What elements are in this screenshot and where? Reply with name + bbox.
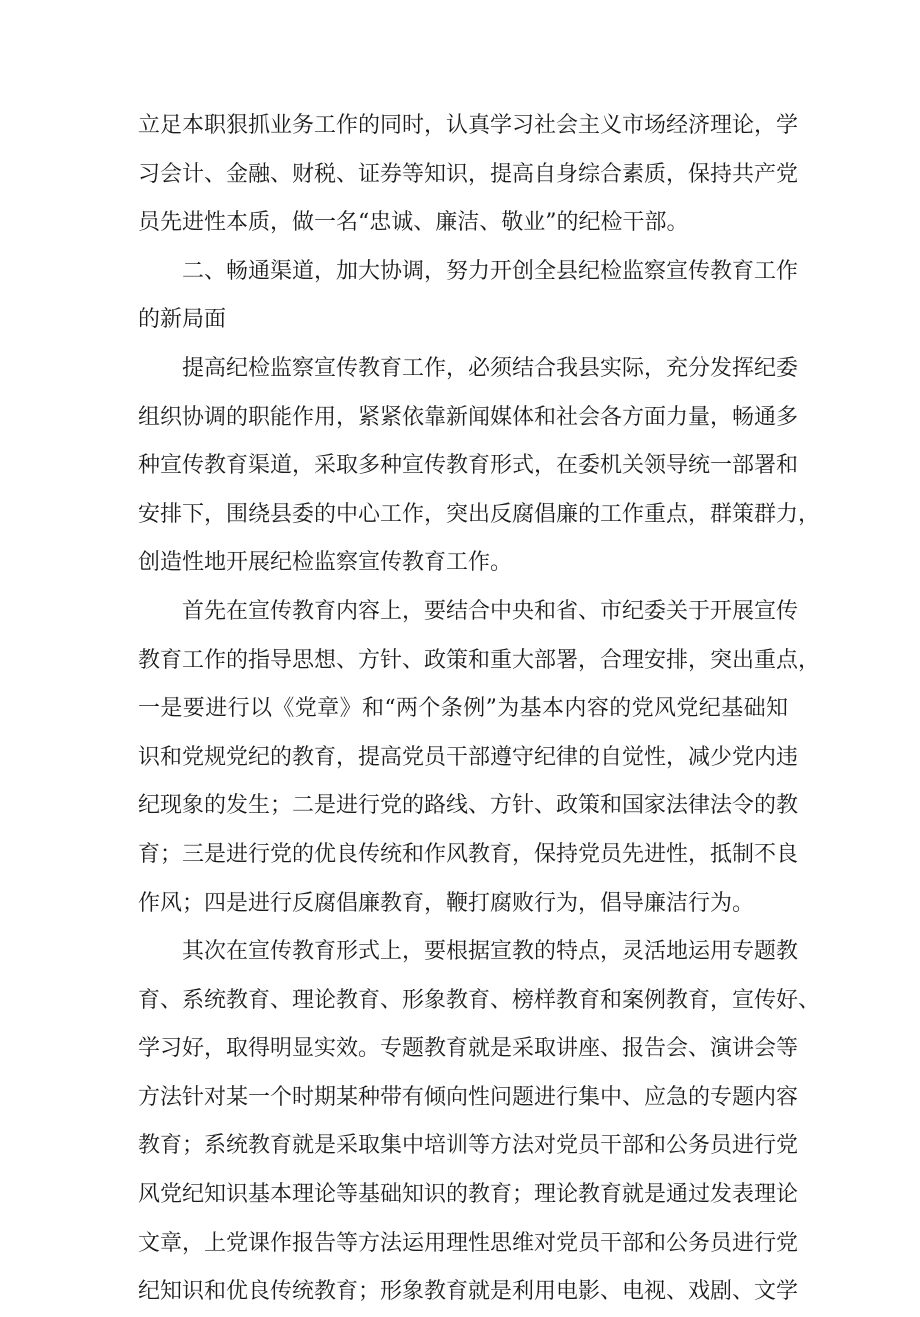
text-line: 创造性地开展纪检监察宣传教育工作。 [138, 550, 513, 576]
section-heading-line: 二、畅通渠道，加大协调，努力开创全县纪检监察宣传教育工作 [182, 258, 799, 284]
text-line: 一是要进行以《党章》和“两个条例”为基本内容的党风党纪基础知 [138, 696, 788, 722]
text-line: 教育工作的指导思想、方针、政策和重大部署，合理安排，突出重点， [138, 647, 821, 673]
text-line: 教育；系统教育就是采取集中培训等方法对党员干部和公务员进行党 [138, 1133, 799, 1159]
text-line: 种宣传教育渠道，采取多种宣传教育形式，在委机关领导统一部署和 [138, 453, 799, 479]
text-line: 提高纪检监察宣传教育工作，必须结合我县实际，充分发挥纪委 [182, 355, 799, 381]
text-line: 其次在宣传教育形式上，要根据宣教的特点，灵活地运用专题教 [182, 939, 799, 965]
text-line: 纪现象的发生；二是进行党的路线、方针、政策和国家法律法令的教 [138, 793, 799, 819]
text-line: 育；三是进行党的优良传统和作风教育，保持党员先进性，抵制不良 [138, 841, 799, 867]
text-line: 育、系统教育、理论教育、形象教育、榜样教育和案例教育，宣传好、 [138, 987, 821, 1013]
text-line: 学习好，取得明显实效。专题教育就是采取讲座、报告会、演讲会等 [138, 1036, 799, 1062]
text-line: 安排下，围绕县委的中心工作，突出反腐倡廉的工作重点，群策群力， [138, 501, 821, 527]
text-line: 组织协调的职能作用，紧紧依靠新闻媒体和社会各方面力量，畅通多 [138, 404, 799, 430]
text-line: 纪知识和优良传统教育；形象教育就是利用电影、电视、戏剧、文学 [138, 1279, 799, 1305]
text-line: 立足本职狠抓业务工作的同时，认真学习社会主义市场经济理论，学 [138, 113, 799, 138]
text-line: 员先进性本质，做一名“忠诚、廉洁、敬业”的纪检干部。 [138, 210, 689, 236]
text-line: 作风；四是进行反腐倡廉教育，鞭打腐败行为，倡导廉洁行为。 [138, 890, 755, 916]
text-line: 方法针对某一个时期某种带有倾向性问题进行集中、应急的专题内容 [138, 1084, 799, 1110]
body-text [138, 102, 821, 1317]
text-line: 文章，上党课作报告等方法运用理性思维对党员干部和公务员进行党 [138, 1230, 799, 1256]
text-line: 首先在宣传教育内容上，要结合中央和省、市纪委关于开展宣传 [182, 598, 799, 624]
text-line: 习会计、金融、财税、证券等知识，提高自身综合素质，保持共产党 [138, 161, 799, 187]
text-line: 识和党规党纪的教育，提高党员干部遵守纪律的自觉性，减少党内违 [138, 744, 799, 770]
text-line: 风党纪知识基本理论等基础知识的教育；理论教育就是通过发表理论 [138, 1182, 799, 1208]
section-heading-line: 的新局面 [138, 307, 227, 333]
